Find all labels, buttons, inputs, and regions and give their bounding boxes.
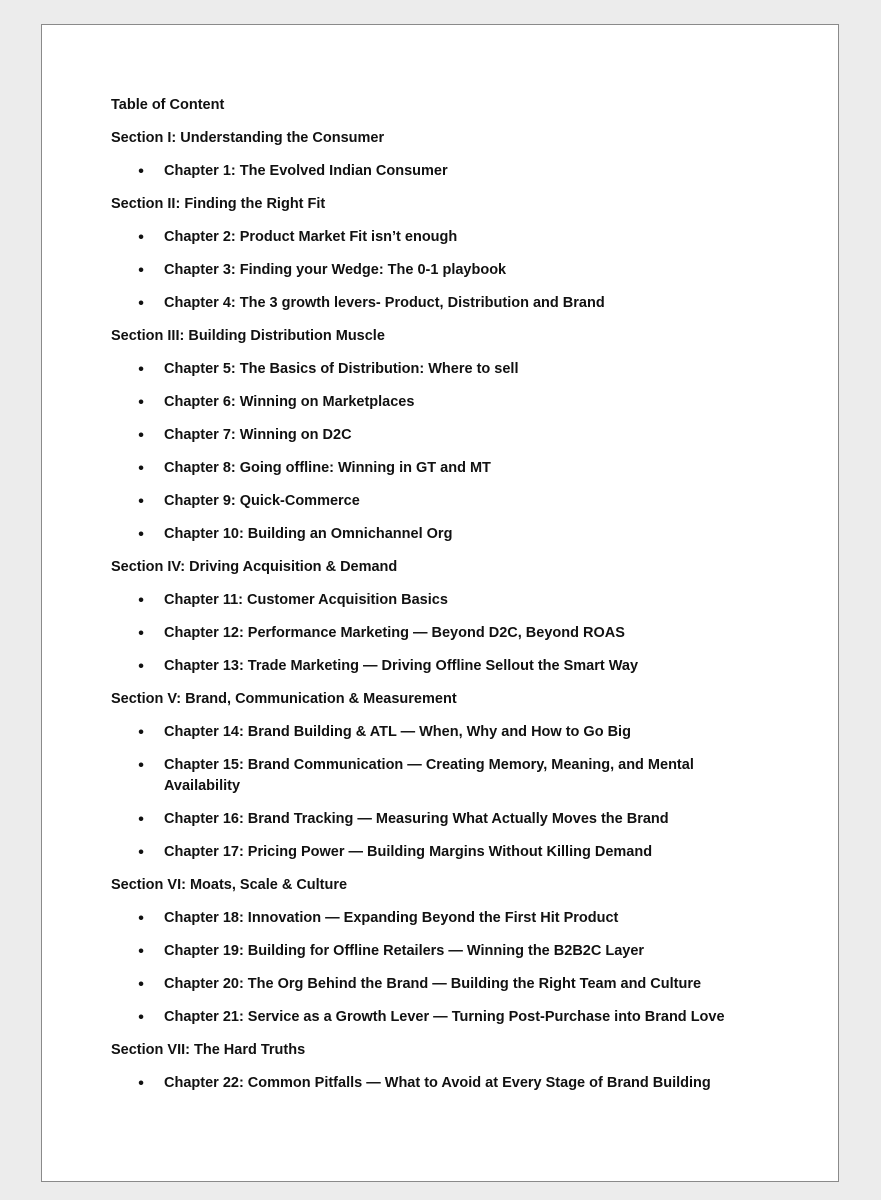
chapter-title: Chapter 14: Brand Building & ATL — When, Why and How to Go Big [164,724,631,740]
bullet-icon: • [138,262,144,279]
chapter-list [111,227,811,314]
chapter-item [111,260,811,281]
toc-section [111,194,811,314]
bullet-icon: • [138,976,144,993]
chapter-title: Chapter 15: Brand Communication — Creating Memory, Meaning, and Mental Availability [164,757,694,794]
table-of-contents [111,95,811,1106]
bullet-icon: • [138,394,144,411]
chapter-title: Chapter 10: Building an Omnichannel Org [164,526,453,542]
chapter-item [111,161,811,182]
bullet-icon: • [138,757,144,774]
bullet-icon: • [138,943,144,960]
chapter-title: Chapter 4: The 3 growth levers- Product, Distribution and Brand [164,295,605,311]
chapter-item [111,491,811,512]
bullet-icon: • [138,361,144,378]
chapter-list [111,161,811,182]
chapter-title: Chapter 18: Innovation — Expanding Beyond the First Hit Product [164,910,619,926]
bullet-icon: • [138,658,144,675]
chapter-list [111,359,811,545]
chapter-title: Chapter 17: Pricing Power — Building Margins Without Killing Demand [164,844,653,860]
bullet-icon: • [138,1075,144,1092]
chapter-item [111,524,811,545]
chapter-title: Chapter 9: Quick-Commerce [164,493,360,509]
chapter-item [111,722,811,743]
section-heading: Section I: Understanding the Consumer [111,130,385,146]
toc-section [111,875,811,1028]
chapter-item [111,656,811,677]
chapter-item [111,974,811,995]
section-heading: Section IV: Driving Acquisition & Demand [111,559,398,575]
chapter-item [111,293,811,314]
bullet-icon: • [138,295,144,312]
chapter-title: Chapter 8: Going offline: Winning in GT and MT [164,460,491,476]
section-heading: Section II: Finding the Right Fit [111,196,326,212]
chapter-item [111,941,811,962]
chapter-title: Chapter 3: Finding your Wedge: The 0-1 playbook [164,262,507,278]
bullet-icon: • [138,460,144,477]
document-page [41,24,839,1182]
chapter-title: Chapter 16: Brand Tracking — Measuring What Actually Moves the Brand [164,811,669,827]
chapter-title: Chapter 11: Customer Acquisition Basics [164,592,448,608]
bullet-icon: • [138,625,144,642]
chapter-title: Chapter 1: The Evolved Indian Consumer [164,163,448,179]
toc-section [111,689,811,863]
chapter-item [111,590,811,611]
toc-section [111,557,811,677]
chapter-item [111,908,811,929]
bullet-icon: • [138,493,144,510]
chapter-title: Chapter 20: The Org Behind the Brand — Building the Right Team and Culture [164,976,702,992]
bullet-icon: • [138,910,144,927]
section-heading: Section VI: Moats, Scale & Culture [111,877,348,893]
section-heading: Section VII: The Hard Truths [111,1042,306,1058]
chapter-list [111,722,811,863]
toc-sections [111,128,811,1094]
toc-section [111,128,811,182]
chapter-title: Chapter 12: Performance Marketing — Beyond D2C, Beyond ROAS [164,625,625,641]
chapter-item [111,842,811,863]
chapter-title: Chapter 5: The Basics of Distribution: Where to sell [164,361,519,377]
chapter-item [111,623,811,644]
bullet-icon: • [138,1009,144,1026]
bullet-icon: • [138,526,144,543]
chapter-item [111,392,811,413]
section-heading: Section III: Building Distribution Muscle [111,328,385,344]
bullet-icon: • [138,811,144,828]
chapter-item [111,1007,811,1028]
toc-title: Table of Content [111,97,225,113]
chapter-item [111,755,811,797]
chapter-item [111,458,811,479]
bullet-icon: • [138,163,144,180]
chapter-title: Chapter 7: Winning on D2C [164,427,352,443]
chapter-item [111,1073,811,1094]
chapter-title: Chapter 21: Service as a Growth Lever — Turning Post-Purchase into Brand Love [164,1009,725,1025]
chapter-list [111,1073,811,1094]
chapter-item [111,425,811,446]
chapter-list [111,590,811,677]
chapter-item [111,809,811,830]
bullet-icon: • [138,427,144,444]
bullet-icon: • [138,724,144,741]
chapter-list [111,908,811,1028]
chapter-title: Chapter 2: Product Market Fit isn’t enough [164,229,458,245]
toc-section [111,326,811,545]
chapter-title: Chapter 19: Building for Offline Retailers — Winning the B2B2C Layer [164,943,645,959]
section-heading: Section V: Brand, Communication & Measurement [111,691,457,707]
chapter-title: Chapter 13: Trade Marketing — Driving Offline Sellout the Smart Way [164,658,639,674]
toc-section [111,1040,811,1094]
bullet-icon: • [138,592,144,609]
chapter-title: Chapter 6: Winning on Marketplaces [164,394,415,410]
chapter-title: Chapter 22: Common Pitfalls — What to Avoid at Every Stage of Brand Building [164,1075,711,1091]
bullet-icon: • [138,229,144,246]
chapter-item [111,359,811,380]
bullet-icon: • [138,844,144,861]
chapter-item [111,227,811,248]
